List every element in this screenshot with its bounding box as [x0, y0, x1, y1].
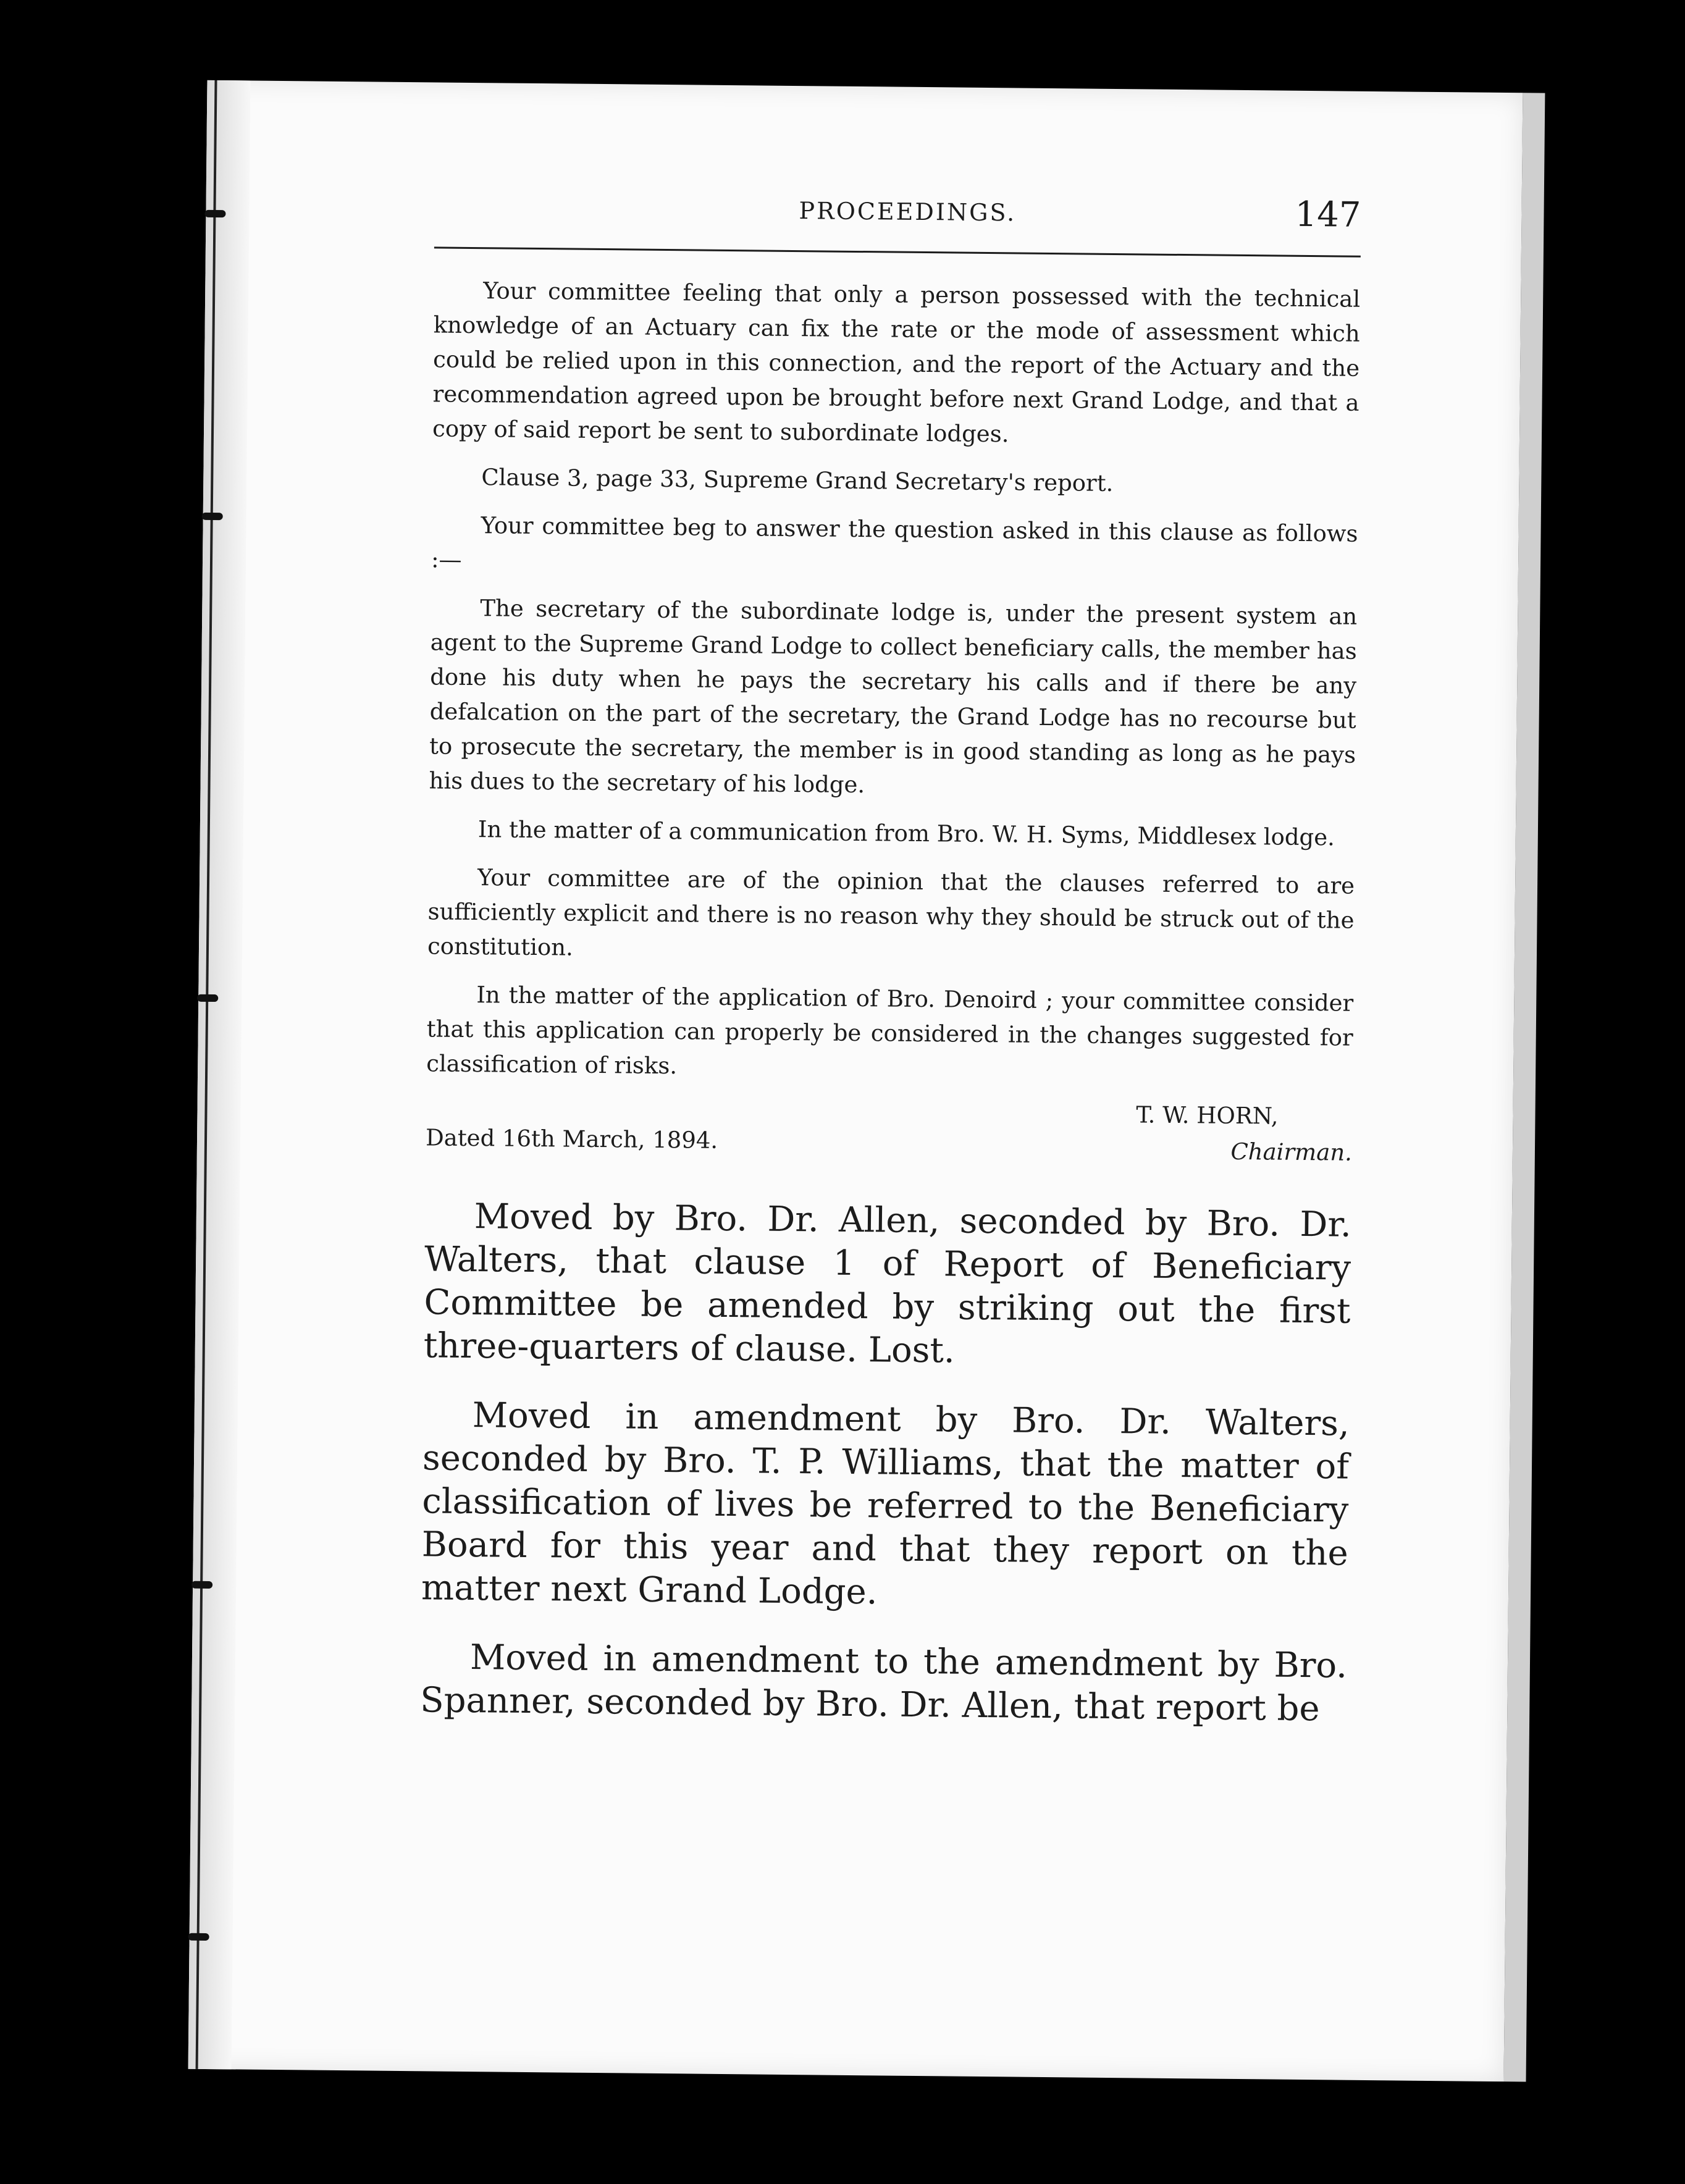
report-paragraph: Your committee feeling that only a person possessed with the technical knowledge of an Actuary can fix the rate or the mode of assessment which could be relied upon in this connection, and the report of the Actuary and the recommendation agreed upon be brought before next Grand Lodge, and that a copy of said report be sent to subordinate lodges. [432, 277, 1361, 448]
report-paragraph: The secretary of the subordinate lodge is, under the present system an agent to the Supreme Grand Lodge to collect beneficiary calls, the member has done his duty when he pays the secretary his calls and if there be any defalcation on the part of the secretary, the Grand Lodge has no recourse but to prosecute the secretary, the member is in good standing as long as he pays his dues to the secretary of his lodge. [429, 595, 1358, 799]
binding-stitch [204, 210, 225, 217]
binding-stitch [191, 1581, 212, 1589]
committee-report [426, 273, 1360, 1090]
report-paragraph: In the matter of a communication from Bro. W. H. Syms, Middlesex lodge. [477, 816, 1335, 851]
chairman-title: Chairman. [1230, 1138, 1353, 1166]
chairman-name: T. W. HORN, [1136, 1101, 1279, 1130]
binding-gutter [188, 80, 251, 2070]
running-title: PROCEEDINGS. [799, 197, 1017, 227]
binding-stitch [202, 513, 223, 520]
report-date: Dated 16th March, 1894. [425, 1124, 718, 1154]
report-paragraph: Clause 3, page 33, Supreme Grand Secretary's report. [481, 464, 1114, 497]
page-edge-shadow [1503, 93, 1545, 2081]
book-page [188, 80, 1523, 2081]
binding-stitch [188, 1933, 209, 1941]
binding-stitch [197, 994, 218, 1002]
page-number: 147 [1295, 194, 1361, 235]
signature-block [426, 1094, 1353, 1171]
motions-section [420, 1195, 1351, 1731]
motion-paragraph: Moved in amendment by Bro. Dr. Walters, seconded by Bro. T. P. Williams, that the matter of classification of lives be referred to the Beneficiary Board for this year and that they report on the matter next Grand Lodge. [421, 1395, 1350, 1613]
binding-thread [196, 80, 217, 2069]
report-paragraph: In the matter of the application of Bro. Denoird ; your committee consider that this application can properly be considered in the changes suggested for classification of risks. [426, 981, 1354, 1080]
motion-paragraph: Moved by Bro. Dr. Allen, seconded by Bro. Dr. Walters, that clause 1 of Report of Beneficiary Committee be amended by striking out the first three-quarters of clause. Lost. [423, 1196, 1352, 1371]
motion-paragraph: Moved in amendment to the amendment by Bro. Spanner, seconded by Bro. Dr. Allen, that report be [420, 1637, 1348, 1729]
page-text [420, 175, 1361, 1757]
report-paragraph: Your committee are of the opinion that the clauses referred to are sufficiently explicit and there is no reason why they should be struck out of the constitution. [427, 864, 1355, 961]
report-paragraph: Your committee beg to answer the question asked in this clause as follows :— [431, 512, 1358, 573]
running-header [434, 175, 1361, 251]
